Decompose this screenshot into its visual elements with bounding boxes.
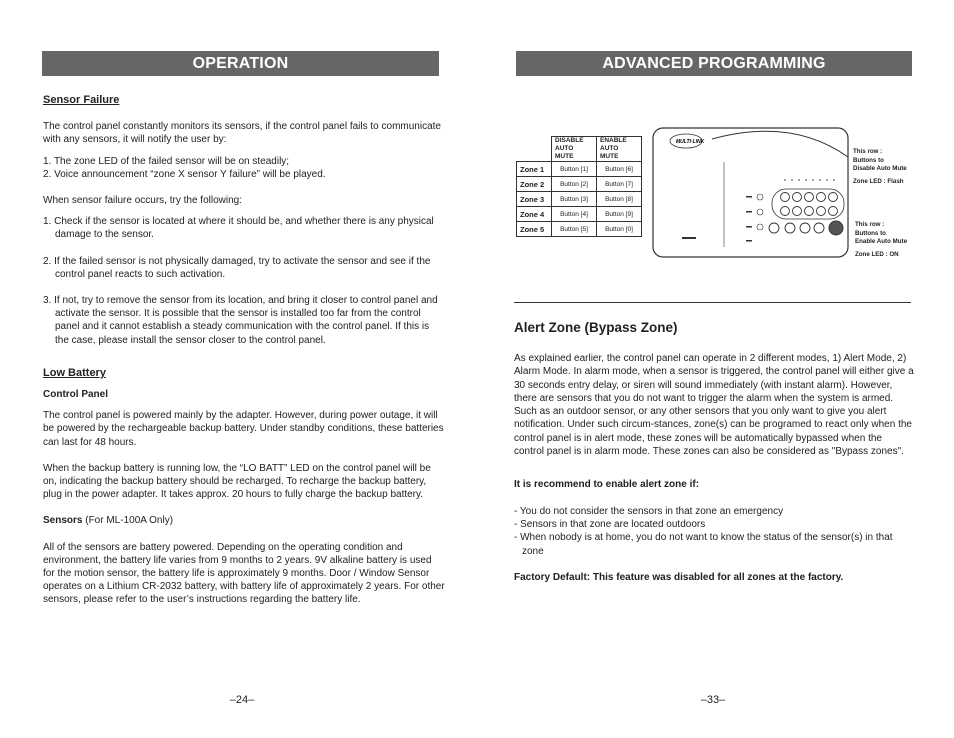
zone-label: Zone 3 — [517, 192, 552, 207]
table-cell: Button [0] — [597, 222, 642, 237]
left-page — [42, 0, 445, 738]
zone-label: Zone 1 — [517, 162, 552, 177]
zone-label: Zone 4 — [517, 207, 552, 222]
table-row — [517, 207, 642, 222]
try-step: 2. If the failed sensor is not physically damaged, try to activate the sensor and see if the control panel reacts to such activation. — [43, 255, 431, 280]
low-battery-heading: Low Battery — [43, 366, 106, 379]
failure-list-item: 1. The zone LED of the failed sensor will be on steadily; — [43, 155, 290, 167]
callout-line: Buttons to — [855, 229, 886, 237]
try-step: 3. If not, try to remove the sensor from its location, and bring it closer to control panel and activate the sensor. It is possible that the sensor is installed too far from the control panel and it cannot establish a steady communication with the control panel. If this is the case, please install the sensor closer to the control panel. — [43, 295, 438, 346]
callout-disable-row — [853, 148, 907, 186]
callout-line: Disable Auto Mute — [853, 165, 907, 172]
table-cell: Button [7] — [597, 177, 642, 192]
advanced-programming-banner: ADVANCED PROGRAMMING — [516, 51, 912, 76]
callout-line: Zone LED : Flash — [853, 177, 904, 185]
recommend-line: It is recommend to enable alert zone if: — [514, 479, 700, 491]
try-intro: When sensor failure occurs, try the following: — [43, 195, 242, 207]
control-panel-illustration — [652, 127, 849, 258]
try-step: 1. Check if the sensor is located at where it should be, and whether there is any physical damage to the sensor. — [43, 216, 434, 241]
table-row — [517, 222, 642, 237]
bullet-item: - When nobody is at home, you do not want to know the status of the sensor(s) in that zone — [514, 532, 893, 557]
table-row — [517, 177, 642, 192]
callout-enable-row — [855, 221, 907, 259]
table-cell: Button [8] — [597, 192, 642, 207]
section-divider — [514, 302, 911, 303]
table-row — [517, 162, 642, 177]
low-battery-p2: When the backup battery is running low, the “LO BATT” LED on the control panel will be on, indicating the backup battery should be recharged. To recharge the backup battery, plug in the power adapter. It takes approx. 20 hours to fully charge the backup battery. — [43, 462, 431, 501]
factory-default: Factory Default: This feature was disabled for all zones at the factory. — [514, 571, 844, 583]
low-battery-p1: The control panel is powered mainly by the adapter. However, during power outage, it will be powered by the rechargeable backup battery. Under standby conditions, these batteries can last for 48 hours. — [43, 410, 444, 448]
sensors-line — [43, 514, 445, 527]
col-enable-auto-mute: ENABLE AUTO MUTE — [597, 137, 642, 162]
callout-line: Zone LED : ON — [855, 250, 899, 258]
sensor-failure-heading: Sensor Failure — [43, 94, 120, 106]
sensors-label: Sensors — [43, 515, 83, 527]
svg-text:MULTI·LINK: MULTI·LINK — [676, 139, 705, 145]
sensor-failure-intro: The control panel constantly monitors its sensors, if the control panel fails to communicate with any sensors, it will notify the user by: — [43, 121, 441, 146]
page-number-right: –33– — [700, 694, 726, 706]
control-panel-heading: Control Panel — [43, 389, 109, 401]
callout-line: Buttons to — [853, 156, 884, 164]
callout-line: This row : — [855, 221, 885, 228]
table-cell: Button [2] — [552, 177, 597, 192]
table-row — [517, 192, 642, 207]
right-body — [514, 352, 914, 584]
zone-label: Zone 2 — [517, 177, 552, 192]
callout-line: This row : — [853, 148, 883, 155]
col-disable-auto-mute: DISABLE AUTO MUTE — [552, 137, 597, 162]
page-number-left: –24– — [229, 694, 255, 706]
table-cell: Button [6] — [597, 162, 642, 177]
failure-list-item: 2. Voice announcement “zone X sensor Y failure” will be played. — [43, 168, 326, 180]
zone-button-table — [516, 136, 642, 237]
alert-zone-heading: Alert Zone (Bypass Zone) — [514, 320, 678, 335]
bullet-item: - You do not consider the sensors in that zone an emergency — [514, 505, 784, 517]
table-cell: Button [3] — [552, 192, 597, 207]
table-cell: Button [4] — [552, 207, 597, 222]
table-cell: Button [1] — [552, 162, 597, 177]
sensors-note: (For ML-100A Only) — [82, 515, 174, 527]
right-page — [513, 0, 913, 738]
operation-banner: OPERATION — [42, 51, 439, 76]
bullet-item: - Sensors in that zone are located outdoors — [514, 518, 706, 530]
low-battery-p3: All of the sensors are battery powered. Depending on the operating condition and environment, the battery life varies from 9 months to 2 years. 9V alkaline battery is used for the motion sensor, the battery life is approximately 9 months. Door / Window Sensor operates on a Lithium CR-2032 battery, with battery life of approximately 2 years. For other sensors, please refer to the user’s instructions regarding the battery life. — [43, 541, 445, 606]
table-cell: Button [5] — [552, 222, 597, 237]
callout-line: Enable Auto Mute — [855, 238, 908, 245]
alert-zone-p1: As explained earlier, the control panel can operate in 2 different modes, 1) Alert Mode, 2) Alarm Mode. In alarm mode, when a sensor is triggered, the control panel will either give a 30 seconds entry delay, or siren will sound immediately (with instant alarm). However, there are sensors that you do not want to trigger the alarm when the system is armed. Such as an outdoor sensor, or any other sensors that you only want to give you alert notification. Under such circum-stances, zone(s) can be programed to react only when the control panel is in alert mode, these zones will be automatically bypassed when the control panel is in alarm mode. These zones can also be considered as "Bypass zones". — [514, 353, 914, 458]
left-body — [43, 94, 445, 607]
zone-label: Zone 5 — [517, 222, 552, 237]
table-cell: Button [9] — [597, 207, 642, 222]
